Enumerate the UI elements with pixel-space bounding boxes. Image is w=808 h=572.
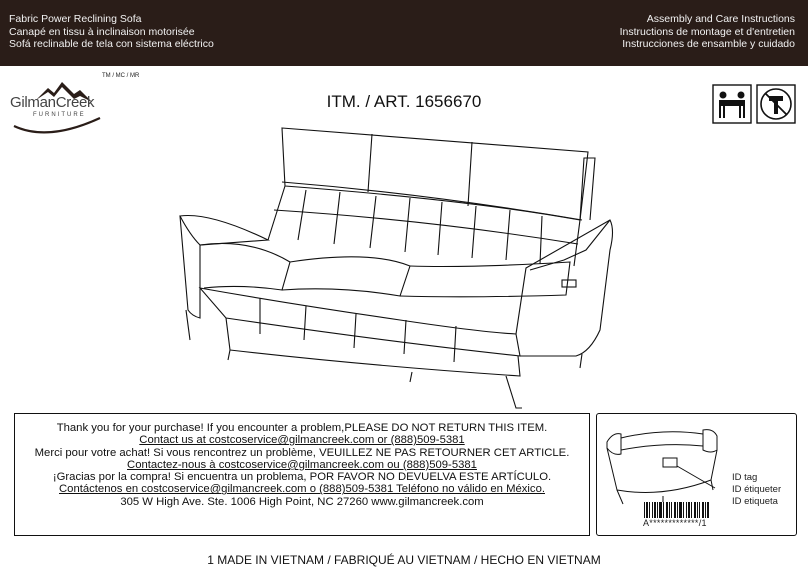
doc-type-en: Assembly and Care Instructions: [646, 13, 795, 25]
address-line: 305 W High Ave. Ste. 1006 High Point, NC 27260 www.gilmancreek.com: [120, 495, 484, 508]
product-name-fr: Canapé en tissu à inclinaison motorisée: [9, 25, 195, 38]
product-name-es: Sofá reclinable de tela con sistema eléctrico: [9, 38, 214, 50]
contact-line-es: Contáctenos en costcoservice@gilmancreek.com o (888)509-5381 Teléfono no válido en México.: [59, 483, 545, 496]
sofa-illustration: [170, 120, 620, 415]
doc-type-es: Instrucciones de ensamble y cuidado: [622, 38, 795, 50]
customer-service-message-box: [14, 413, 590, 536]
assembly-icons: [712, 84, 796, 124]
brand-subtitle: FURNITURE: [33, 112, 86, 118]
trademark-text: TM / MC / MR: [102, 73, 140, 79]
item-number-title: ITM. / ART. 1656670: [326, 92, 482, 111]
id-tag-label-fr: ID étiqueter: [732, 484, 782, 495]
contact-line-fr: Contactez-nous à costcoservice@gilmancreek.com ou (888)509-5381: [127, 458, 477, 471]
barcode-code: A*************/1: [643, 518, 707, 528]
header-bar: [0, 0, 808, 66]
product-name-en: Fabric Power Reclining Sofa: [9, 13, 142, 25]
doc-type-block: [620, 13, 795, 51]
product-name-block: [9, 13, 214, 51]
contact-line-en: Contact us at costcoservice@gilmancreek.com or (888)509-5381: [139, 434, 465, 447]
doc-type-fr: Instructions de montage et d'entretien: [619, 25, 795, 38]
id-tag-location-box: [596, 413, 797, 536]
id-tag-label-es: ID etiqueta: [732, 496, 778, 507]
barcode-icon: [644, 502, 710, 518]
message-line-en: Thank you for your purchase! If you encounter a problem,PLEASE DO NOT RETURN THIS ITEM.: [56, 422, 548, 434]
message-line-es: ¡Gracias por la compra! Si encuentra un problema, POR FAVOR NO DEVUELVA ESTE ARTÍCULO.: [52, 471, 552, 484]
two-person-assembly-icon: [713, 85, 751, 123]
id-tag-label-en: ID tag: [732, 472, 758, 483]
message-line-fr: Merci pour votre achat! Si vous rencontrez un problème, VEUILLEZ NE PAS RETOURNER CET ARTICLE.: [34, 446, 570, 459]
customer-service-message: [15, 422, 589, 508]
no-tools-icon: [757, 85, 795, 123]
brand-name: GilmanCreek: [10, 94, 95, 111]
country-of-origin: 1 MADE IN VIETNAM / FABRIQUÉ AU VIETNAM / HECHO EN VIETNAM: [207, 553, 601, 567]
